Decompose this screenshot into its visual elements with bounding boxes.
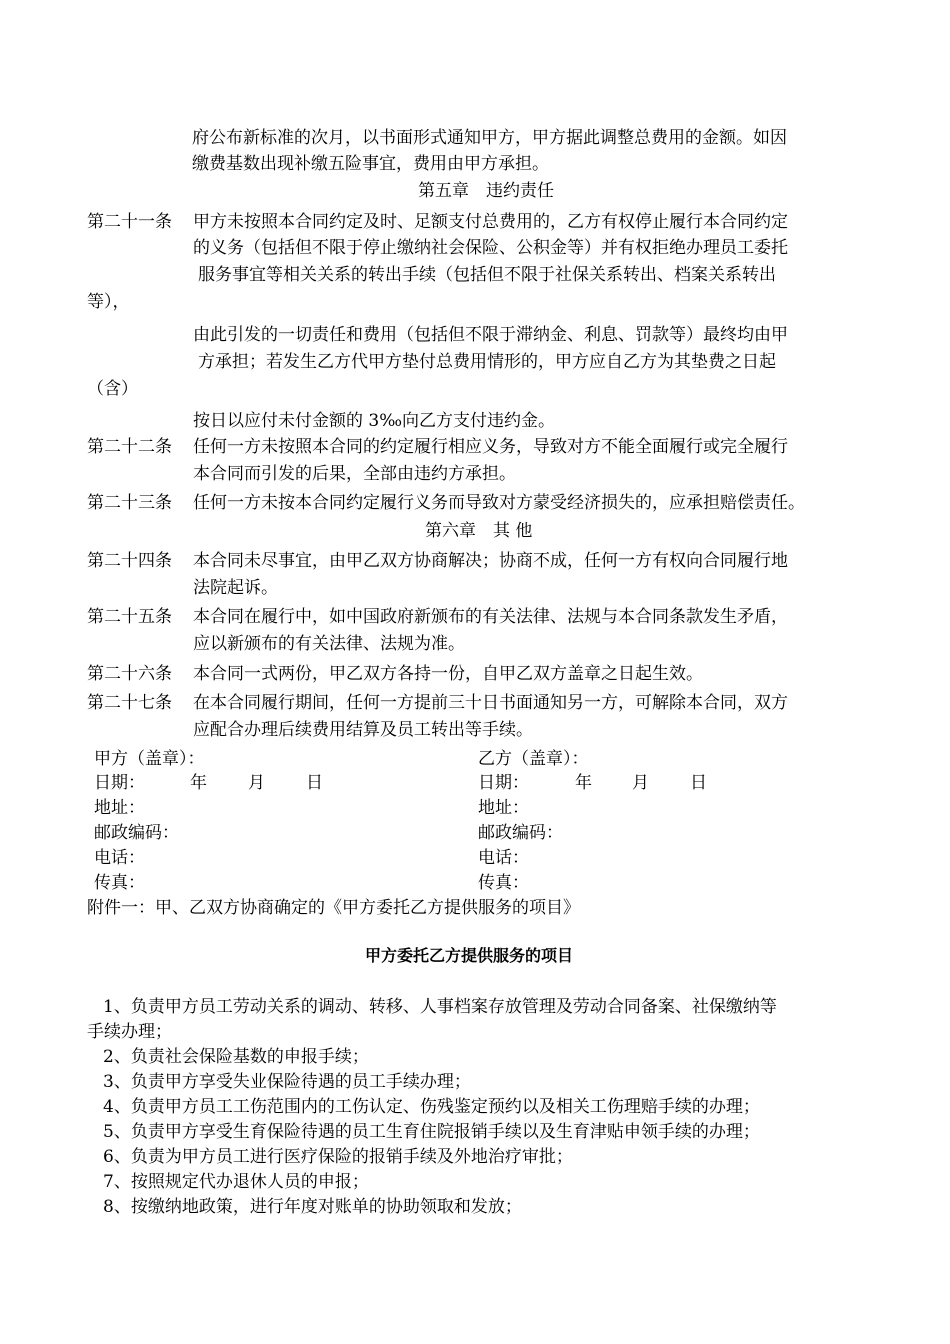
chapter-heading: 第六章 其 他 <box>425 521 533 541</box>
party-b-day-label: 日 <box>690 773 707 793</box>
article-line: 应以新颁布的有关法律、法规为准。 <box>193 634 465 654</box>
party-a-month-label: 月 <box>248 773 265 793</box>
article-number: 第二十一条 <box>87 212 172 232</box>
chapter-heading: 第五章 违约责任 <box>418 181 554 201</box>
service-item: 4、负责甲方员工工伤范围内的工伤认定、伤残鉴定预约以及相关工伤理赔手续的办理； <box>103 1097 760 1117</box>
party-b-phone-label: 电话： <box>478 848 529 868</box>
service-item: 5、负责甲方享受生育保险待遇的员工生育住院报销手续以及生育津贴申领手续的办理； <box>103 1122 760 1142</box>
party-a-seal-label: 甲方（盖章）： <box>94 749 205 769</box>
party-a-postcode-label: 邮政编码： <box>94 823 179 843</box>
article-line: 任何一方未按照本合同的约定履行相应义务，导致对方不能全面履行或完全履行 <box>193 437 788 457</box>
party-b-seal-label: 乙方（盖章）： <box>478 749 589 769</box>
article-line: 本合同在履行中，如中国政府新颁布的有关法律、法规与本合同条款发生矛盾， <box>193 607 788 627</box>
service-item: 3、负责甲方享受失业保险待遇的员工手续办理； <box>103 1072 471 1092</box>
party-a-phone-label: 电话： <box>94 848 145 868</box>
article-line: 法院起诉。 <box>193 578 278 598</box>
party-b-month-label: 月 <box>632 773 649 793</box>
service-item-continuation: 手续办理； <box>87 1022 172 1042</box>
party-b-postcode-label: 邮政编码： <box>478 823 563 843</box>
services-title: 甲方委托乙方提供服务的项目 <box>365 946 574 965</box>
article-number: 第二十六条 <box>87 664 172 684</box>
article-line: 本合同而引发的后果，全部由违约方承担。 <box>193 464 516 484</box>
article-number: 第二十三条 <box>87 493 172 513</box>
article-line: 应配合办理后续费用结算及员工转出等手续。 <box>193 720 533 740</box>
article-number: 第二十七条 <box>87 693 172 713</box>
party-a-date-label: 日期： <box>94 773 145 793</box>
article-line: 按日以应付未付金额的 3‰向乙方支付违约金。 <box>193 411 556 431</box>
article-line: 等）， <box>87 292 130 312</box>
party-b-address-label: 地址： <box>478 798 529 818</box>
party-a-year-label: 年 <box>190 773 207 793</box>
attachment-line: 附件一：甲、乙双方协商确定的《甲方委托乙方提供服务的项目》 <box>87 898 580 918</box>
article-line: 在本合同履行期间，任何一方提前三十日书面通知另一方，可解除本合同，双方 <box>193 693 788 713</box>
party-a-fax-label: 传真： <box>94 873 145 893</box>
service-item: 1、负责甲方员工劳动关系的调动、转移、人事档案存放管理及劳动合同备案、社保缴纳等 <box>103 997 777 1017</box>
article-line: （含） <box>87 379 138 399</box>
party-b-fax-label: 传真： <box>478 873 529 893</box>
party-a-address-label: 地址： <box>94 798 145 818</box>
article-number: 第二十二条 <box>87 437 172 457</box>
party-b-year-label: 年 <box>575 773 592 793</box>
article-line: 方承担；若发生乙方代甲方垫付总费用情形的，甲方应自乙方为其垫费之日起 <box>198 352 776 372</box>
article-line: 任何一方未按本合同约定履行义务而导致对方蒙受经济损失的，应承担赔偿责任。 <box>193 493 805 513</box>
article-line: 甲方未按照本合同约定及时、足额支付总费用的，乙方有权停止履行本合同约定 <box>193 212 788 232</box>
article-line: 本合同一式两份，甲乙双方各持一份，自甲乙双方盖章之日起生效。 <box>193 664 703 684</box>
service-item: 6、负责为甲方员工进行医疗保险的报销手续及外地治疗审批； <box>103 1147 573 1167</box>
article-line: 本合同未尽事宜，由甲乙双方协商解决；协商不成，任何一方有权向合同履行地 <box>193 551 788 571</box>
article-line: 的义务（包括但不限于停止缴纳社会保险、公积金等）并有权拒绝办理员工委托 <box>193 238 788 258</box>
party-b-date-label: 日期： <box>478 773 529 793</box>
article-line: 由此引发的一切责任和费用（包括但不限于滞纳金、利息、罚款等）最终均由甲 <box>193 325 788 345</box>
paragraph-line: 府公布新标准的次月，以书面形式通知甲方，甲方据此调整总费用的金额。如因 <box>192 128 787 148</box>
article-number: 第二十五条 <box>87 607 172 627</box>
article-line: 服务事宜等相关关系的转出手续（包括但不限于社保关系转出、档案关系转出 <box>198 265 776 285</box>
service-item: 7、按照规定代办退休人员的申报； <box>103 1172 369 1192</box>
paragraph-line: 缴费基数出现补缴五险事宜，费用由甲方承担。 <box>192 154 549 174</box>
article-number: 第二十四条 <box>87 551 172 571</box>
service-item: 8、按缴纳地政策，进行年度对账单的协助领取和发放； <box>103 1197 522 1217</box>
party-a-day-label: 日 <box>306 773 323 793</box>
service-item: 2、负责社会保险基数的申报手续； <box>103 1047 369 1067</box>
